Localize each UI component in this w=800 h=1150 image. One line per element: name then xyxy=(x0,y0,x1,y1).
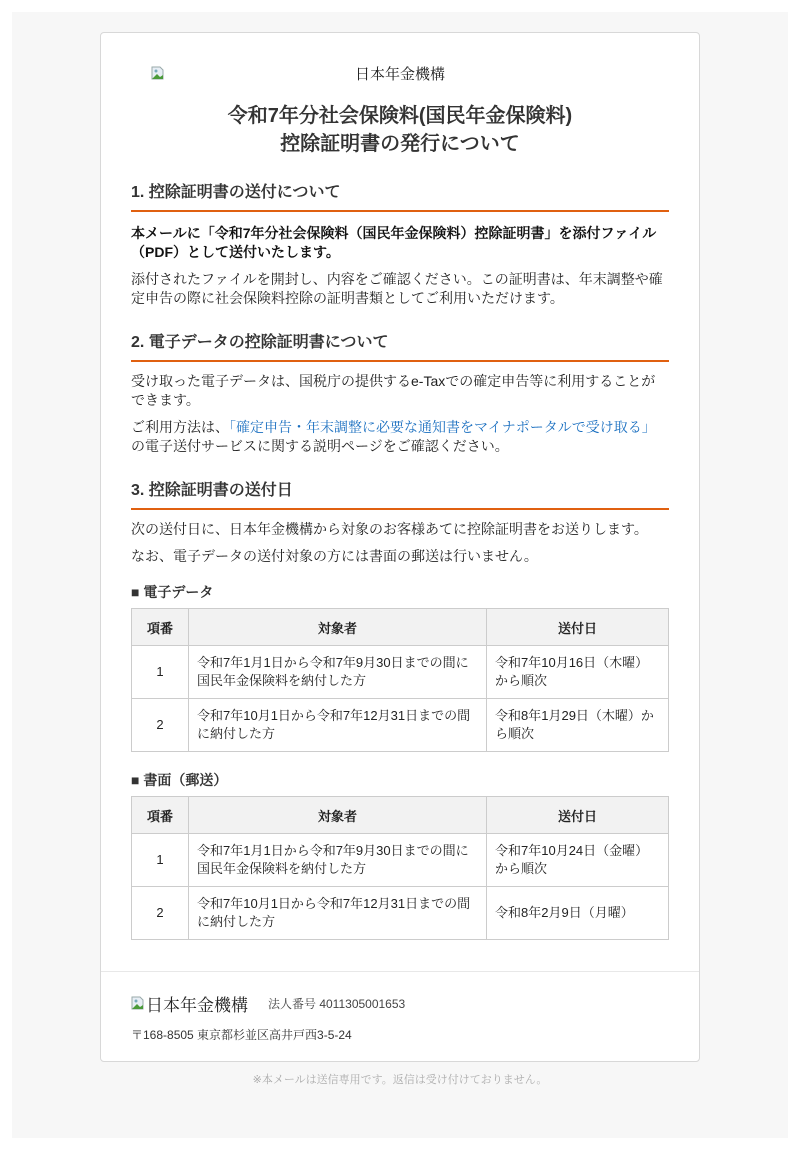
section-3-paragraph-1: 次の送付日に、日本年金機構から対象のお客様あてに控除証明書をお送りします。 xyxy=(131,521,648,537)
table-row xyxy=(132,887,669,940)
mynaportal-link[interactable]: 「確定申告・年末調整に必要な通知書をマイナポータルで受け取る」 xyxy=(229,419,656,435)
row-no: 1 xyxy=(132,646,189,699)
row-date: 令和7年10月16日（木曜）から順次 xyxy=(487,646,669,699)
paragraph-suffix: の電子送付サービスに関する説明ページをご確認ください。 xyxy=(131,438,509,454)
row-target: 令和7年1月1日から令和7年9月30日までの間に国民年金保険料を納付した方 xyxy=(189,646,487,699)
row-no: 1 xyxy=(132,834,189,887)
column-header-date: 送付日 xyxy=(487,609,669,646)
logo-alt-text: 日本年金機構 xyxy=(354,66,445,83)
footer-logo xyxy=(131,991,248,1016)
section-3-heading: 3. 控除証明書の送付日 xyxy=(131,480,669,510)
section-2-paragraph-2 xyxy=(131,418,669,456)
footer-logo-alt-text: 日本年金機構 xyxy=(146,995,248,1015)
section-1-paragraph: 添付されたファイルを開封し、内容をご確認ください。この証明書は、年末調整や確定申告の際に社会保険料控除の証明書類としてご利用いただけます。 xyxy=(131,271,663,306)
section-1-heading: 1. 控除証明書の送付について xyxy=(131,182,669,212)
email-footer xyxy=(101,971,699,1043)
broken-image-icon xyxy=(131,996,145,1010)
table-row xyxy=(132,699,669,752)
table-row xyxy=(132,646,669,699)
table-header-row xyxy=(132,797,669,834)
row-no: 2 xyxy=(132,887,189,940)
section-3-paragraph-2: なお、電子データの送付対象の方には書面の郵送は行いません。 xyxy=(131,548,538,564)
footer-brand-row xyxy=(131,992,669,1014)
row-target: 令和7年10月1日から令和7年12月31日までの間に納付した方 xyxy=(189,887,487,940)
table-header-row xyxy=(132,609,669,646)
row-no: 2 xyxy=(132,699,189,752)
row-date: 令和8年1月29日（木曜）から順次 xyxy=(487,699,669,752)
column-header-no: 項番 xyxy=(132,797,189,834)
paper-mail-table xyxy=(131,796,669,940)
broken-image-icon xyxy=(151,66,165,80)
no-reply-note: ※本メールは送信専用です。返信は受け付けておりません。 xyxy=(252,1074,548,1086)
section-1-bold-paragraph: 本メールに「令和7年分社会保険料（国民年金保険料）控除証明書」を添付ファイル（PDF）として送付いたします。 xyxy=(131,225,657,260)
address: 〒168-8505 東京都杉並区高井戸西3-5-24 xyxy=(131,1028,352,1042)
electronic-data-label: ■ 電子データ xyxy=(131,584,214,600)
section-2-paragraph-1: 受け取った電子データは、国税庁の提供するe-Taxでの確定申告等に利用することができます。 xyxy=(131,373,656,408)
email-background xyxy=(12,12,788,1138)
row-date: 令和7年10月24日（金曜）から順次 xyxy=(487,834,669,887)
row-target: 令和7年1月1日から令和7年9月30日までの間に国民年金保険料を納付した方 xyxy=(189,834,487,887)
column-header-no: 項番 xyxy=(132,609,189,646)
column-header-date: 送付日 xyxy=(487,797,669,834)
title-line-2: 控除証明書の発行について xyxy=(280,133,520,155)
column-header-target: 対象者 xyxy=(189,609,487,646)
paragraph-prefix: ご利用方法は、 xyxy=(131,419,229,435)
electronic-data-table xyxy=(131,608,669,752)
section-2-heading: 2. 電子データの控除証明書について xyxy=(131,332,669,362)
column-header-target: 対象者 xyxy=(189,797,487,834)
header-logo xyxy=(131,64,669,86)
row-target: 令和7年10月1日から令和7年12月31日までの間に納付した方 xyxy=(189,699,487,752)
email-card xyxy=(100,32,700,1062)
paper-mail-label: ■ 書面（郵送） xyxy=(131,772,228,788)
page-title xyxy=(131,102,669,158)
row-date: 令和8年2月9日（月曜） xyxy=(487,887,669,940)
title-line-1: 令和7年分社会保険料(国民年金保険料) xyxy=(227,105,573,127)
corporate-number: 法人番号 4011305001653 xyxy=(268,996,406,1011)
table-row xyxy=(132,834,669,887)
